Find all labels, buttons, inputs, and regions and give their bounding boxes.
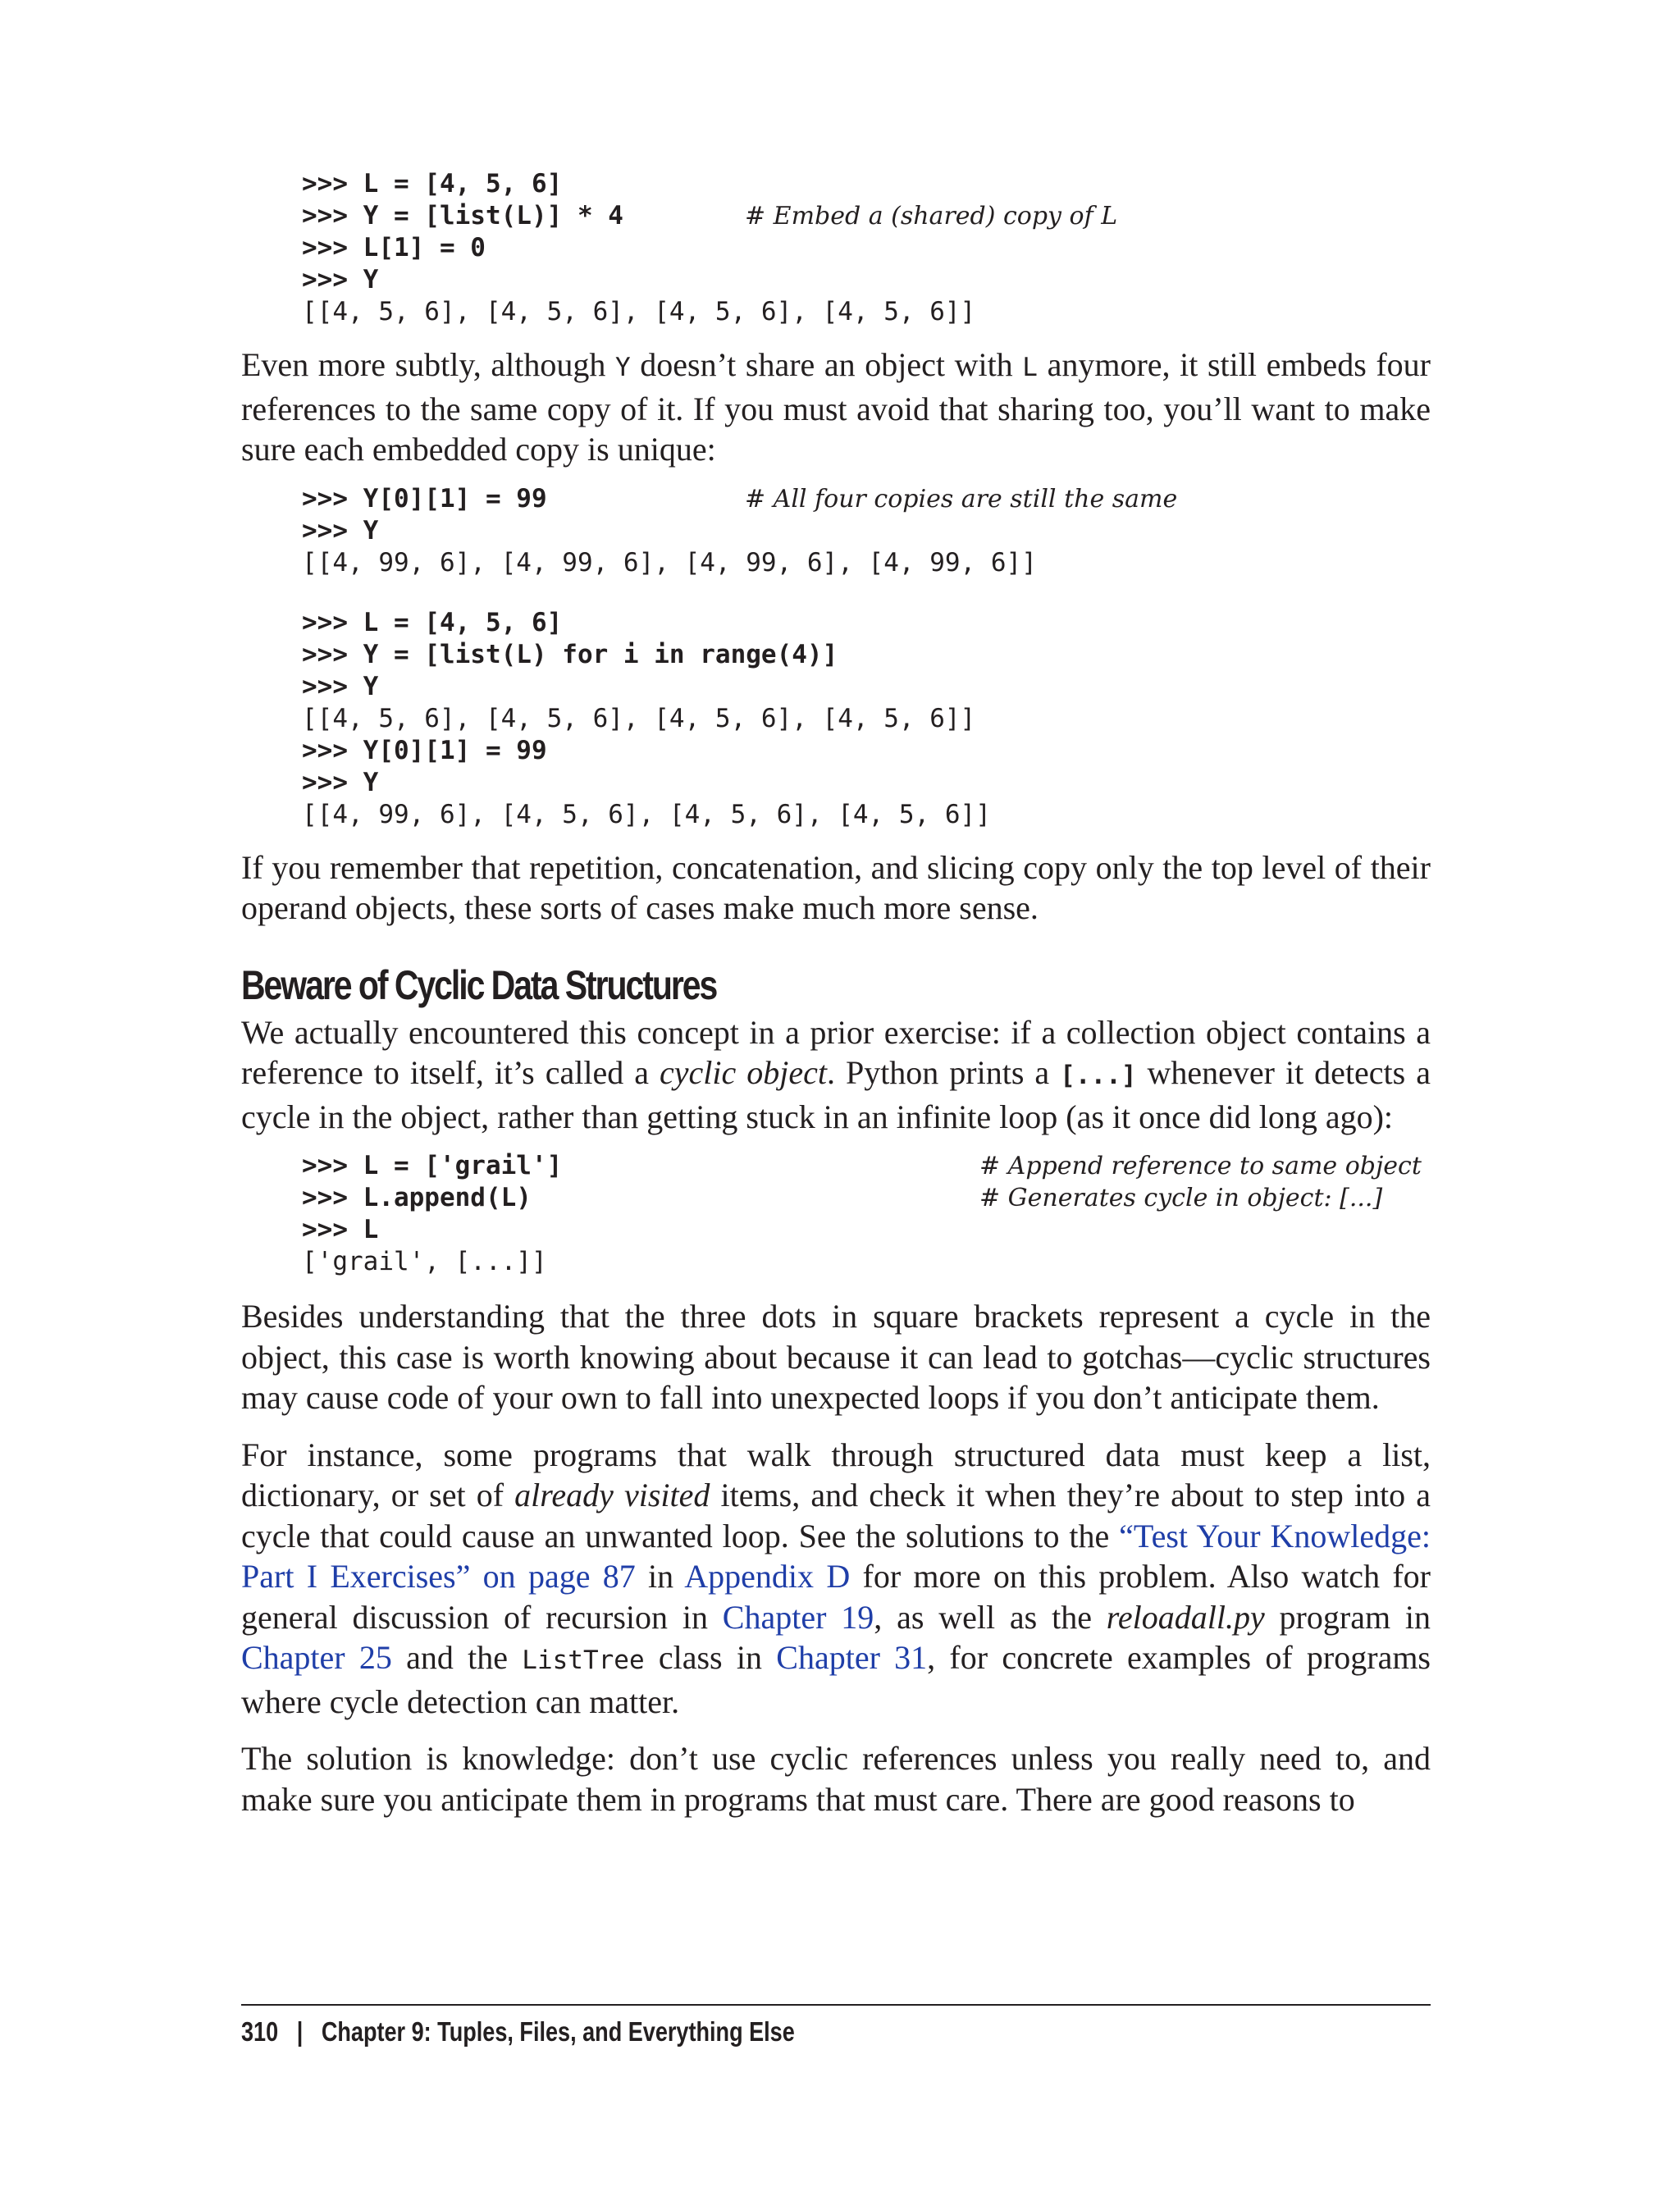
code-block-cycle	[302, 1150, 1431, 1278]
page-number: 310	[241, 2016, 279, 2047]
section-heading: Beware of Cyclic Data Structures	[241, 961, 717, 1008]
footer-chapter-title: Chapter 9: Tuples, Files, and Everything Else	[321, 2016, 795, 2047]
paragraph-cyclic-object: We actually encountered this concept in a prior exercise: if a collection object contains a reference to itself, it’s called a cyclic object. Python prints a [...] whenever it detects a cycle in the object, rather than getting stuck in an infinite loop (as it once did long ago):	[241, 1013, 1431, 1135]
code-line: >>> Y = [list(L)] * 4 # Embed a (shared) copy of L	[302, 201, 1118, 231]
code-line: >>> Y	[302, 767, 379, 797]
paragraph-visited-items: For instance, some programs that walk through structured data must keep a list, dictionary, or set of already visited items, and check it when they’re about to step into a cycle that could cause an unwanted loop. See the solutions to the “Test Your Knowledge: Part I Exercises” on page 87 in Appendix D for more on this problem. Also watch for general discussion of recursion in Chapter 19, as well as the reloadall.py program in Chapter 25 and the ListTree class in Chapter 31, for concrete examples of programs where cycle detection can matter.	[241, 1436, 1431, 1720]
emphasis-filename: reloadall.py	[1106, 1598, 1265, 1636]
code-comment: # Embed a (shared) copy of L	[745, 202, 1118, 231]
paragraph-top-level-copy: If you remember that repetition, concatenation, and slicing copy only the top level of their operand objects, these sorts of cases make much more sense.	[241, 848, 1431, 926]
paragraph-embedded-copies: Even more subtly, although Y doesn’t share an object with L anymore, it still embeds four references to the same copy of it. If you must avoid that sharing too, you’ll want to make sure each embedded copy is unique:	[241, 346, 1431, 468]
link-test-your-knowledge[interactable]: “Test Your Knowledge: Part I Exercises” on page 87	[241, 1517, 1431, 1595]
inline-code: [...]	[1060, 1061, 1137, 1090]
paragraph-solution: The solution is knowledge: don’t use cyclic references unless you really need to, and make sure you anticipate them in programs that must care. There are good reasons to	[241, 1740, 1431, 1818]
code-block-unique-copies	[302, 607, 1431, 831]
page-content	[241, 168, 1431, 1819]
footer-rule	[241, 2004, 1431, 2006]
code-block-four-copies	[302, 483, 1431, 579]
paragraph-gotchas: Besides understanding that the three dots in square brackets represent a cycle in the object, this case is worth knowing about because it can lead to gotchas—cyclic structures may cause code of your own to fall into unexpected loops if you don’t anticipate them.	[241, 1298, 1431, 1416]
code-line: >>> L = [4, 5, 6]	[302, 169, 563, 199]
link-chapter-31[interactable]: Chapter 31	[776, 1639, 928, 1676]
code-output-line: [[4, 5, 6], [4, 5, 6], [4, 5, 6], [4, 5, 6]]	[302, 703, 976, 733]
inline-code: Y	[614, 353, 631, 382]
code-output-line: [[4, 99, 6], [4, 99, 6], [4, 99, 6], [4, 99, 6]]	[302, 547, 1037, 578]
code-block-shared-copy	[302, 168, 1431, 328]
code-line: >>> Y = [list(L) for i in range(4)]	[302, 639, 838, 669]
inline-code: L	[1022, 353, 1038, 382]
code-line: >>> Y	[302, 671, 379, 701]
code-output-line: ['grail', [...]]	[302, 1247, 547, 1276]
code-line: >>> L = ['grail'] # Append reference to same object	[302, 1151, 1422, 1180]
code-output-line: [[4, 99, 6], [4, 5, 6], [4, 5, 6], [4, 5, 6]]	[302, 799, 991, 829]
inline-code: ListTree	[522, 1646, 645, 1675]
code-comment: # Generates cycle in object: [...]	[979, 1184, 1383, 1212]
link-chapter-25[interactable]: Chapter 25	[241, 1639, 392, 1676]
code-line: >>> L = [4, 5, 6]	[302, 607, 563, 637]
emphasis-term: already visited	[514, 1477, 710, 1513]
code-output-line: [[4, 5, 6], [4, 5, 6], [4, 5, 6], [4, 5, 6]]	[302, 297, 976, 326]
code-line: >>> L	[302, 1215, 379, 1244]
emphasis-term: cyclic object	[659, 1054, 827, 1091]
code-line: >>> Y	[302, 265, 379, 294]
code-line: >>> Y[0][1] = 99	[302, 735, 547, 765]
code-line: >>> L.append(L) # Generates cycle in object: [...]	[302, 1183, 1383, 1212]
code-comment: # Append reference to same object	[979, 1152, 1422, 1180]
footer-separator: |	[296, 2016, 304, 2047]
page-footer	[241, 2016, 795, 2048]
code-comment: # All four copies are still the same	[745, 484, 1178, 514]
link-appendix-d[interactable]: Appendix D	[684, 1558, 851, 1595]
link-chapter-19[interactable]: Chapter 19	[722, 1598, 874, 1636]
code-line: >>> Y[0][1] = 99 # All four copies are still the same	[302, 483, 1178, 514]
code-line: >>> L[1] = 0	[302, 233, 486, 262]
code-line: >>> Y	[302, 515, 379, 546]
